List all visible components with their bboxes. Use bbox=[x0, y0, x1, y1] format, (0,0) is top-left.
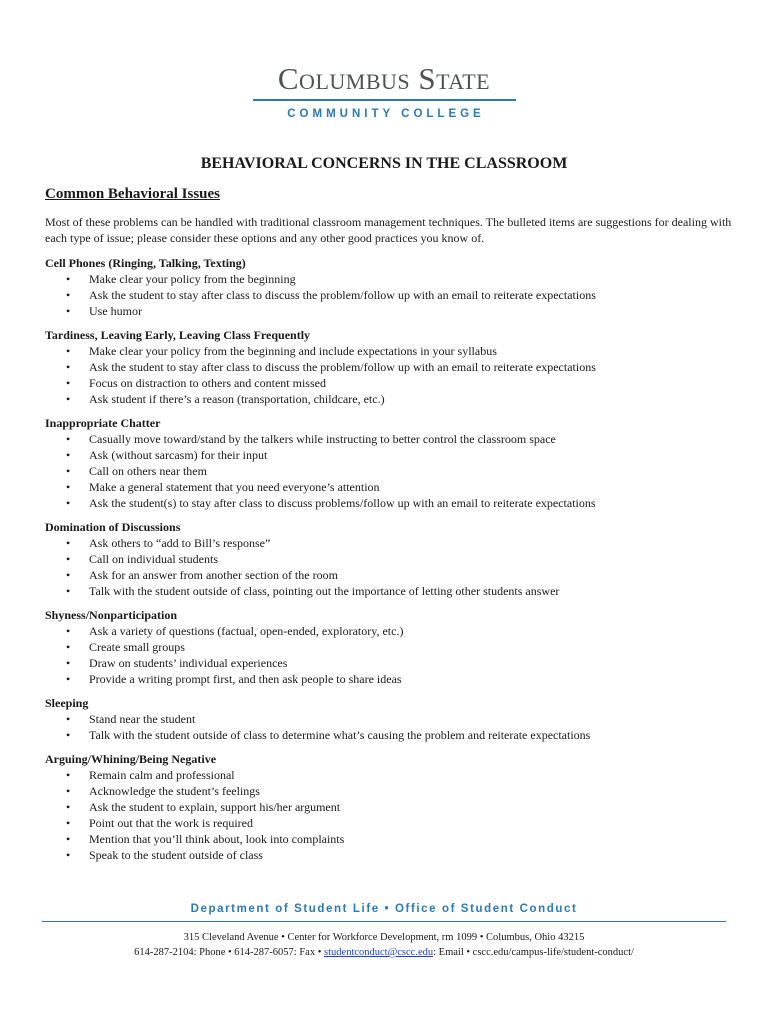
suggestion-item: • Draw on students’ individual experiences bbox=[45, 655, 735, 671]
suggestion-list bbox=[45, 535, 735, 599]
suggestion-list bbox=[45, 343, 735, 407]
suggestion-item: • Point out that the work is required bbox=[45, 815, 735, 831]
suggestion-item: • Ask others to “add to Bill’s response” bbox=[45, 535, 735, 551]
suggestion-item: • Make clear your policy from the beginning and include expectations in your syllabus bbox=[45, 343, 735, 359]
suggestion-list bbox=[45, 271, 735, 319]
email-link[interactable]: studentconduct@cscc.edu bbox=[324, 947, 434, 958]
logo-divider bbox=[253, 99, 516, 101]
suggestion-item: • Ask a variety of questions (factual, open-ended, exploratory, etc.) bbox=[45, 623, 735, 639]
issue-group-title: Arguing/Whining/Being Negative bbox=[45, 752, 217, 766]
suggestion-item: • Mention that you’ll think about, look into complaints bbox=[45, 831, 735, 847]
footer-address: 315 Cleveland Avenue • Center for Workforce Development, rm 1099 • Columbus, Ohio 43215 bbox=[183, 932, 585, 943]
issue-group-title: Shyness/Nonparticipation bbox=[45, 608, 178, 622]
suggestion-list bbox=[45, 623, 735, 687]
issue-group bbox=[45, 751, 735, 863]
footer-divider bbox=[42, 921, 726, 922]
footer-contact bbox=[0, 930, 768, 960]
issue-group bbox=[45, 327, 735, 407]
document-body bbox=[45, 186, 735, 871]
suggestion-item: • Ask student if there’s a reason (transportation, childcare, etc.) bbox=[45, 391, 735, 407]
suggestion-item: • Ask the student(s) to stay after class to discuss problems/follow up with an email to reiterate expectations bbox=[45, 495, 735, 511]
suggestion-item: • Acknowledge the student’s feelings bbox=[45, 783, 735, 799]
suggestion-item: • Create small groups bbox=[45, 639, 735, 655]
suggestion-item: • Ask for an answer from another section of the room bbox=[45, 567, 735, 583]
document-title: BEHAVIORAL CONCERNS IN THE CLASSROOM bbox=[200, 155, 568, 172]
suggestion-list bbox=[45, 767, 735, 863]
issue-group-title: Cell Phones (Ringing, Talking, Texting) bbox=[45, 256, 246, 270]
section-heading: Common Behavioral Issues bbox=[45, 186, 221, 202]
suggestion-item: • Remain calm and professional bbox=[45, 767, 735, 783]
suggestion-item: • Call on others near them bbox=[45, 463, 735, 479]
suggestion-item: • Ask the student to explain, support his/her argument bbox=[45, 799, 735, 815]
suggestion-item: • Make clear your policy from the beginning bbox=[45, 271, 735, 287]
issue-groups bbox=[45, 255, 735, 863]
suggestion-item: • Use humor bbox=[45, 303, 735, 319]
issue-group bbox=[45, 607, 735, 687]
suggestion-list bbox=[45, 711, 735, 743]
suggestion-item: • Ask (without sarcasm) for their input bbox=[45, 447, 735, 463]
suggestion-item: • Focus on distraction to others and content missed bbox=[45, 375, 735, 391]
suggestion-item: • Stand near the student bbox=[45, 711, 735, 727]
suggestion-item: • Casually move toward/stand by the talkers while instructing to better control the classroom space bbox=[45, 431, 735, 447]
suggestion-item: • Talk with the student outside of class, pointing out the importance of letting other students answer bbox=[45, 583, 735, 599]
suggestion-list bbox=[45, 431, 735, 511]
footer-phone-fax: 614-287-2104: Phone • 614-287-6057: Fax • bbox=[134, 947, 325, 958]
issue-group-title: Inappropriate Chatter bbox=[45, 416, 161, 430]
issue-group bbox=[45, 415, 735, 511]
suggestion-item: • Ask the student to stay after class to discuss the problem/follow up with an email to reiterate expectations bbox=[45, 287, 735, 303]
suggestion-item: • Call on individual students bbox=[45, 551, 735, 567]
suggestion-item: • Provide a writing prompt first, and then ask people to share ideas bbox=[45, 671, 735, 687]
footer-department: Department of Student Life • Office of Student Conduct bbox=[190, 903, 578, 915]
logo-wordmark: Columbus State bbox=[277, 61, 491, 96]
issue-group bbox=[45, 255, 735, 319]
college-logo bbox=[0, 62, 768, 120]
footer-email-web: : Email • cscc.edu/campus-life/student-conduct/ bbox=[433, 947, 634, 958]
issue-group-title: Tardiness, Leaving Early, Leaving Class Frequently bbox=[45, 328, 311, 342]
issue-group bbox=[45, 695, 735, 743]
issue-group-title: Domination of Discussions bbox=[45, 520, 181, 534]
footer-contact-line bbox=[0, 945, 768, 960]
suggestion-item: • Ask the student to stay after class to discuss the problem/follow up with an email to reiterate expectations bbox=[45, 359, 735, 375]
issue-group bbox=[45, 519, 735, 599]
logo-subtitle: COMMUNITY COLLEGE bbox=[287, 108, 485, 120]
suggestion-item: • Make a general statement that you need everyone’s attention bbox=[45, 479, 735, 495]
suggestion-item: • Speak to the student outside of class bbox=[45, 847, 735, 863]
suggestion-item: • Talk with the student outside of class to determine what’s causing the problem and reiterate expectations bbox=[45, 727, 735, 743]
issue-group-title: Sleeping bbox=[45, 696, 89, 710]
intro-paragraph: Most of these problems can be handled with traditional classroom management techniques. The bulleted items are suggestions for dealing with each type of issue; please consider these options and any other good practices you know of. bbox=[45, 215, 732, 245]
